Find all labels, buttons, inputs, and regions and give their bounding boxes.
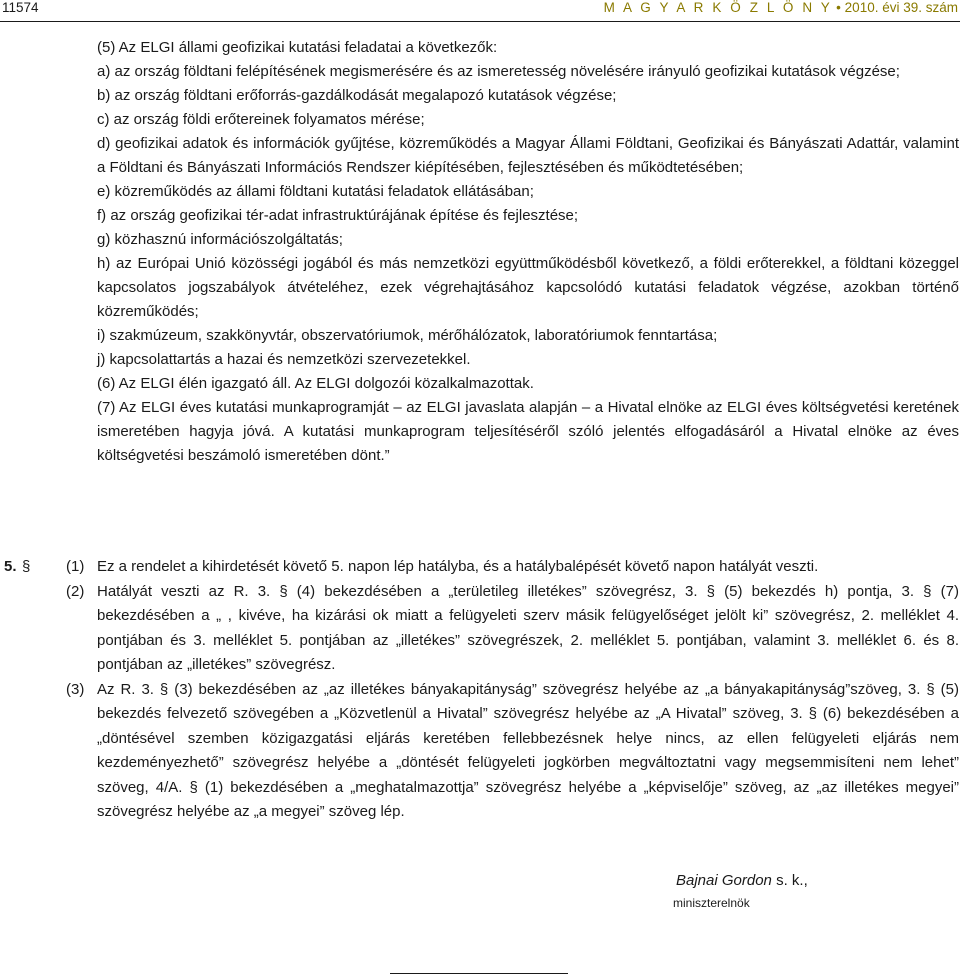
issue-label: 2010. évi 39. szám	[844, 0, 958, 15]
article-body	[97, 36, 959, 468]
item-text: Az R. 3. § (3) bekezdésében az „az illetékes bányakapitányság” szövegrész helyébe az „a bányakapitányság”szöveg, 3. § (5) bekezdés felvezető szövegében a „Közvetlenül a Hivatal” szövegrész helyébe az „A Hivatal” szöveg, 3. § (6) bekezdésében a „döntésével szemben közigazgatási eljárás keretében fellebbezésnek helye nincs, az ellen felügyeleti eljárás nem kezdeményezhető” szövegrész helyébe a „döntését felügyeleti jogkörben megváltoztatni vagy megsemmisíteni nem lehet” szöveg, 4/A. § (1) bekezdésében a „meghatalmazottja” szövegrész helyébe a „képviselője” szöveg, az „az illetékes megyei” szövegrész helyébe az „a megyei” szöveg lép.	[97, 680, 959, 820]
paragraph: g) közhasznú információszolgáltatás;	[97, 231, 343, 248]
paragraph: (5) Az ELGI állami geofizikai kutatási feladatai a következők:	[97, 39, 498, 56]
section-item	[2, 555, 960, 580]
section-number: 5.	[4, 558, 17, 575]
section-symbol: §	[22, 558, 31, 575]
page-number: 11574	[2, 0, 39, 15]
section-5	[2, 555, 960, 825]
paragraph: b) az ország földtani erőforrás-gazdálkodását megalapozó kutatások végzése;	[97, 87, 617, 104]
paragraph: j) kapcsolattartás a hazai és nemzetközi szervezetekkel.	[97, 351, 471, 368]
page-header	[0, 0, 960, 16]
bullet-separator: •	[836, 0, 841, 15]
header-rule	[0, 21, 960, 22]
item-text: Ez a rendelet a kihirdetését követő 5. napon lép hatályba, és a hatálybalépését követő napon hatályát veszti.	[97, 558, 819, 575]
paragraph: f) az ország geofizikai tér-adat infrastruktúrájának építése és fejlesztése;	[97, 207, 579, 224]
section-item	[2, 580, 960, 678]
paragraph: c) az ország földi erőtereinek folyamatos mérése;	[97, 111, 425, 128]
signatory-title: miniszterelnök	[673, 896, 750, 910]
item-text: Hatályát veszti az R. 3. § (4) bekezdésében a „területileg illetékes” szövegrész, 3. § (5) bekezdés h) pontja, 3. § (7) bekezdésében a „ , kivéve, ha kizárási ok miatt a felügyeleti szerv másik felügyelőséget jelölt ki” szövegrész, 2. melléklet 4. pontjában és 3. melléklet 5. pontjában az „illetékes” szövegrészek, 2. melléklet 5. pontjában, valamint 3. melléklet 6. és 8. pontjában az „illetékes” szövegrész.	[97, 582, 959, 673]
item-number: (3)	[66, 680, 85, 698]
journal-title: M A G Y A R K Ö Z L Ö N Y	[603, 0, 833, 15]
paragraph: h) az Európai Unió közösségi jogából és más nemzetközi együttműködésből következő, a földi erőterekkel, a földtani közeggel kapcsolatos jogszabályok átvételéhez, ezek végrehajtásához kapcsolódó kutatási feladatok végzése, azokban történő közreműködés;	[97, 255, 959, 320]
section-item	[2, 678, 960, 825]
paragraph: e) közreműködés az állami földtani kutatási feladatok ellátásában;	[97, 183, 534, 200]
signatory-name: Bajnai Gordon	[676, 872, 772, 889]
paragraph: a) az ország földtani felépítésének megismerésére és az ismeretesség növelésére irányuló geofizikai kutatások végzése;	[97, 63, 900, 80]
paragraph: d) geofizikai adatok és információk gyűjtése, közreműködés a Magyar Állami Földtani, Geofizikai és Bányászati Adattár, valamint a Földtani és Bányászati Információs Rendszer kiépítésében, fejlesztésében és működtetésében;	[97, 135, 959, 176]
paragraph: (7) Az ELGI éves kutatási munkaprogramját – az ELGI javaslata alapján – a Hivatal elnöke az ELGI éves költségvetési keretének ismeretében hagyja jóvá. A kutatási munkaprogram teljesítéséről szóló jelentés elfogadásáról a Hivatal elnöke az éves költségvetési beszámoló ismeretében dönt.”	[97, 399, 959, 464]
signature	[676, 871, 808, 891]
journal-info	[604, 0, 958, 16]
footer-rule	[390, 973, 568, 974]
item-number: (2)	[66, 582, 85, 600]
paragraph: (6) Az ELGI élén igazgató áll. Az ELGI dolgozói közalkalmazottak.	[97, 375, 534, 392]
signature-suffix: s. k.,	[771, 872, 808, 889]
paragraph: i) szakmúzeum, szakkönyvtár, obszervatóriumok, mérőhálózatok, laboratóriumok fenntartása;	[97, 327, 718, 344]
item-number: (1)	[66, 558, 85, 575]
